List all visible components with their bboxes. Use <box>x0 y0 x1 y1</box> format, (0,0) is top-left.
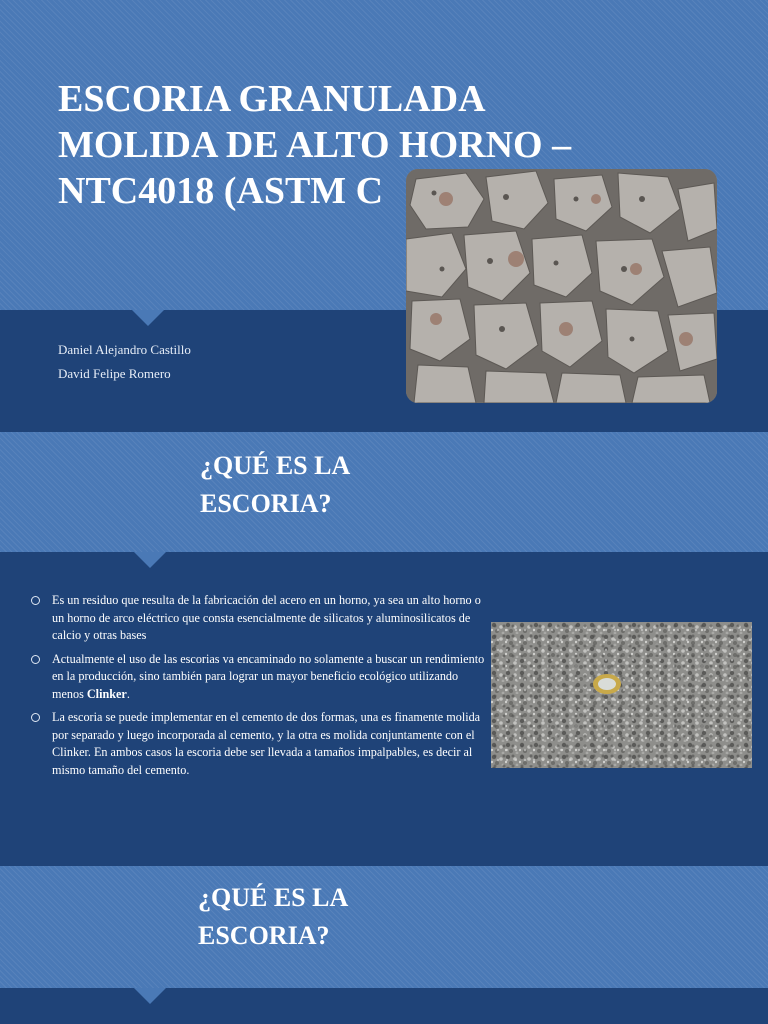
gravel-image <box>491 622 752 768</box>
band-notch <box>134 988 166 1004</box>
author-name: David Felipe Romero <box>58 366 171 381</box>
bullet-circle-icon <box>31 713 40 722</box>
gravel-with-coin-photo <box>491 622 752 768</box>
bullet-list <box>30 592 485 785</box>
bullet-item <box>30 709 485 779</box>
bullet-circle-icon <box>31 596 40 605</box>
band-notch <box>134 552 166 568</box>
bullet-text-end: . <box>126 686 130 701</box>
bullet-circle-icon <box>31 655 40 664</box>
slag-rocks-image <box>406 169 717 403</box>
band-notch <box>132 310 164 326</box>
section-title: ¿QUÉ ES LA ESCORIA? <box>200 451 351 518</box>
slide-1 <box>0 0 768 432</box>
content-band <box>0 988 768 1024</box>
authors <box>58 338 191 386</box>
title-band <box>0 866 768 988</box>
section-title: ¿QUÉ ES LA ESCORIA? <box>198 883 349 950</box>
bullet-text: Actualmente el uso de las escorias va encaminado no solamente a buscar un rendimiento en la producción, sino también para lograr un mayor beneficio ecológico utilizando menos <box>52 651 485 701</box>
bullet-text: La escoria se puede implementar en el cemento de dos formas, una es finamente molida por separado y luego incorporada al cemento, y la otra es molida conjuntamente con el Clinker. En ambos casos la escoria debe ser llevada a tamaños impalpables, es decir al mismo tamaño del cemento. <box>52 710 481 777</box>
bullet-item <box>30 592 485 645</box>
slag-rocks-photo <box>406 169 717 403</box>
title-band <box>0 432 768 552</box>
slide-3 <box>0 866 768 1024</box>
author-name: Daniel Alejandro Castillo <box>58 342 191 357</box>
bullet-bold-term: Clinker <box>86 686 127 701</box>
bullet-text: Es un residuo que resulta de la fabricación del acero en un horno, ya sea un alto horno o un horno de arco eléctrico que consta esencialmente de silicatos y aluminosilicatos de calcio y otras bases <box>52 593 481 642</box>
slide-title: ESCORIA GRANULADA MOLIDA DE ALTO HORNO – NTC4018 (ASTM C <box>58 78 572 212</box>
bullet-item <box>30 651 485 704</box>
